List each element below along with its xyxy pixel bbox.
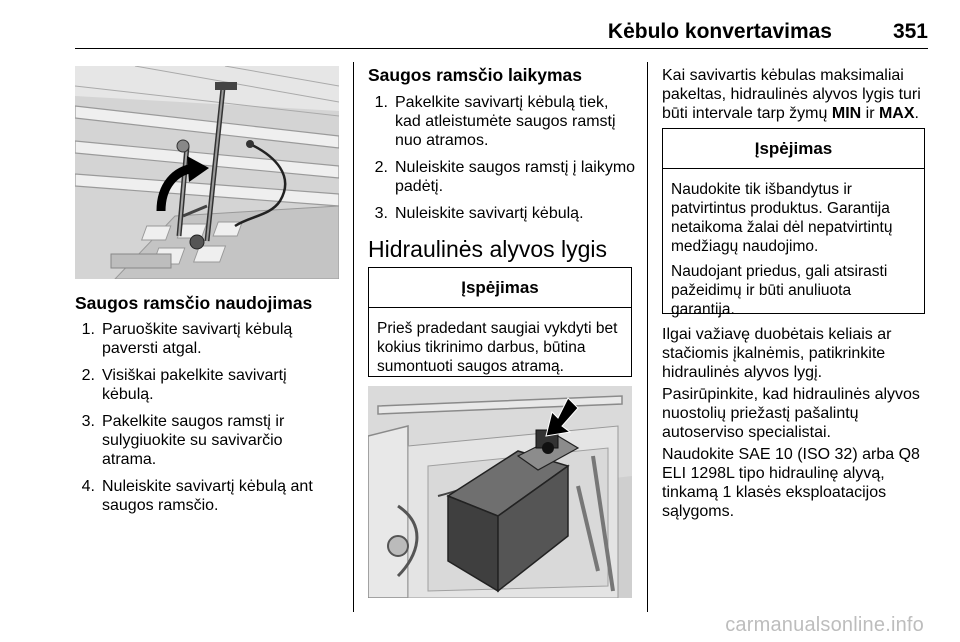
header-divider xyxy=(75,48,928,49)
list-item: 3. Nuleiskite savivartį kėbulą. xyxy=(374,205,584,222)
list-item: 2. Visiškai pakelkite savivartį kėbulą. xyxy=(81,367,287,403)
warning-title: Įspėjimas xyxy=(663,129,924,169)
paragraph-check-level: Ilgai važiavę duobėtais keliais ar stačiomis įkalnėmis, patikrinkite hidraulinės alyvos lygį. xyxy=(662,326,892,381)
list-item: 1. Pakelkite savivartį kėbulą tiek, kad atleistumėte saugos ramstį nuo atramos. xyxy=(374,94,616,149)
safety-prop-illustration xyxy=(75,66,339,279)
paragraph-oil-type: Naudokite SAE 10 (ISO 32) arba Q8 ELI 1298L tipo hidraulinę alyvą, tinkamą 1 klasės eksploatacijos sąlygoms. xyxy=(662,446,920,520)
prop-usage-steps xyxy=(75,320,341,523)
warning-text: Prieš pradedant saugiai vykdyti bet kokius tikrinimo darbus, būtina sumontuoti saugos atramą. xyxy=(377,320,618,375)
list-item: 3. Pakelkite saugos ramstį ir sulygiuokite su savivarčio atrama. xyxy=(81,413,285,468)
column-divider-left xyxy=(353,62,354,612)
intro-paragraph: Kai savivartis kėbulas maksimaliai pakeltas, hidraulinės alyvos lygis turi būti intervale tarp žymų MIN ir MAX. xyxy=(662,67,921,122)
warning-title: Įspėjimas xyxy=(369,268,631,308)
list-item: 2. Nuleiskite saugos ramstį į laikymo padėtį. xyxy=(374,159,636,195)
page-number: 351 xyxy=(892,20,928,43)
warning-text: Naudokite tik išbandytus ir patvirtintus produktus. Garantija netaikoma žalai dėl nepatvirtintų medžiagų naudojimo. Naudojant priedus, gali atsirasti pažeidimų ir būti anuliuota garantija. xyxy=(671,181,893,318)
column-divider-right xyxy=(647,62,648,612)
paragraph-oil-loss: Pasirūpinkite, kad hidraulinės alyvos nuostolių priežastį pašalintų autoserviso specialistai. xyxy=(662,386,920,441)
hydraulic-pump-illustration xyxy=(368,386,632,598)
subheading-prop-storage: Saugos ramsčio laikymas xyxy=(368,65,582,85)
warning-box-safety xyxy=(368,267,632,377)
watermark: carmanualsonline.info xyxy=(725,614,924,636)
warning-box-products xyxy=(662,128,925,318)
section-title-hydraulic-oil: Hidraulinės alyvos lygis xyxy=(368,236,608,262)
prop-storage-steps xyxy=(368,93,636,231)
subheading-prop-usage: Saugos ramsčio naudojimas xyxy=(75,293,313,313)
page-header-title: Kėbulo konvertavimas xyxy=(607,20,832,43)
list-item: 4. Nuleiskite savivartį kėbulą ant saugos ramsčio. xyxy=(81,478,313,514)
list-item: 1. Paruoškite savivartį kėbulą paversti atgal. xyxy=(81,321,293,357)
